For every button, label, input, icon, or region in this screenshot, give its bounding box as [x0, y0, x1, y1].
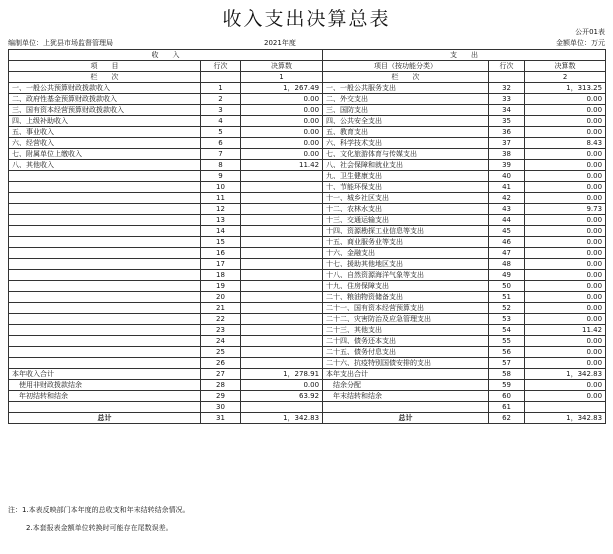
table-row	[9, 369, 606, 380]
expense-row-no: 49	[489, 270, 525, 281]
expense-col-blank	[489, 72, 525, 83]
table-row	[9, 314, 606, 325]
table-row	[9, 347, 606, 358]
expense-row-no: 41	[489, 182, 525, 193]
expense-amount: 9.73	[525, 204, 606, 215]
income-amount	[241, 358, 323, 369]
expense-amount: 1，313.25	[525, 83, 606, 94]
income-amount	[241, 215, 323, 226]
expense-total-label: 总计	[323, 413, 489, 424]
income-amount	[241, 314, 323, 325]
income-row-no: 11	[201, 193, 241, 204]
expense-row-no: 54	[489, 325, 525, 336]
table-row	[9, 336, 606, 347]
expense-amount: 0.00	[525, 248, 606, 259]
table-row	[9, 215, 606, 226]
income-item: 一、一般公共预算财政拨款收入	[9, 83, 201, 94]
expense-item: 十二、农林水支出	[323, 204, 489, 215]
income-row-no: 13	[201, 215, 241, 226]
income-item: 年初结转和结余	[9, 391, 201, 402]
expense-total-row-no: 62	[489, 413, 525, 424]
expense-row-no: 56	[489, 347, 525, 358]
expense-row-no: 59	[489, 380, 525, 391]
income-row-no: 21	[201, 303, 241, 314]
expense-rowno-header: 行次	[489, 61, 525, 72]
expense-row-no: 32	[489, 83, 525, 94]
table-row	[9, 204, 606, 215]
expense-amount: 0.00	[525, 116, 606, 127]
expense-amount: 8.43	[525, 138, 606, 149]
table-row	[9, 303, 606, 314]
income-item	[9, 314, 201, 325]
expense-amount: 0.00	[525, 193, 606, 204]
expense-amount: 0.00	[525, 314, 606, 325]
income-row-no: 24	[201, 336, 241, 347]
income-amount: 0.00	[241, 138, 323, 149]
income-item	[9, 226, 201, 237]
expense-row-no: 47	[489, 248, 525, 259]
expense-item: 十五、商业服务业等支出	[323, 237, 489, 248]
expense-amount: 0.00	[525, 347, 606, 358]
income-amount: 0.00	[241, 105, 323, 116]
notes	[8, 503, 605, 535]
expense-row-no: 44	[489, 215, 525, 226]
table-row	[9, 138, 606, 149]
income-row-no: 26	[201, 358, 241, 369]
report-meta	[8, 38, 605, 48]
expense-row-no: 52	[489, 303, 525, 314]
expense-item: 二十、粮油物资储备支出	[323, 292, 489, 303]
expense-item: 二十一、国有资本经营预算支出	[323, 303, 489, 314]
income-row-no: 19	[201, 281, 241, 292]
expense-row-no: 39	[489, 160, 525, 171]
expense-item: 年末结转和结余	[323, 391, 489, 402]
expense-amount: 0.00	[525, 171, 606, 182]
income-amount	[241, 182, 323, 193]
reporting-unit: 编制单位：上犹县市场监督管理局	[8, 39, 113, 47]
income-row-no: 25	[201, 347, 241, 358]
table-row	[9, 127, 606, 138]
expense-row-no: 33	[489, 94, 525, 105]
income-item: 八、其他收入	[9, 160, 201, 171]
income-amount: 0.00	[241, 94, 323, 105]
table-row	[9, 292, 606, 303]
expense-amount: 0.00	[525, 259, 606, 270]
income-item	[9, 182, 201, 193]
income-row-no: 17	[201, 259, 241, 270]
expense-amount: 0.00	[525, 182, 606, 193]
income-row-no: 4	[201, 116, 241, 127]
table-row	[9, 83, 606, 94]
expense-item: 本年支出合计	[323, 369, 489, 380]
expense-item: 二十四、债务还本支出	[323, 336, 489, 347]
expense-item: 四、公共安全支出	[323, 116, 489, 127]
expense-item: 六、科学技术支出	[323, 138, 489, 149]
expense-amount: 0.00	[525, 160, 606, 171]
expense-row-no: 46	[489, 237, 525, 248]
header-row-columns	[9, 61, 606, 72]
expense-item-header: 项目（按功能分类）	[323, 61, 489, 72]
income-amount	[241, 259, 323, 270]
expense-item: 十九、住房保障支出	[323, 281, 489, 292]
expense-amount: 0.00	[525, 127, 606, 138]
expense-item: 九、卫生健康支出	[323, 171, 489, 182]
expense-amount: 0.00	[525, 237, 606, 248]
income-amount: 0.00	[241, 127, 323, 138]
income-amount	[241, 281, 323, 292]
income-item: 五、事业收入	[9, 127, 201, 138]
expense-col-label: 栏 次	[323, 72, 489, 83]
income-rowno-header: 行次	[201, 61, 241, 72]
income-row-no: 29	[201, 391, 241, 402]
income-item	[9, 292, 201, 303]
income-item	[9, 358, 201, 369]
income-amount-header: 决算数	[241, 61, 323, 72]
header-row-sections	[9, 50, 606, 61]
expense-item: 三、国防支出	[323, 105, 489, 116]
table-row	[9, 391, 606, 402]
income-item	[9, 171, 201, 182]
expense-row-no: 57	[489, 358, 525, 369]
expense-row-no: 61	[489, 402, 525, 413]
income-item	[9, 248, 201, 259]
expense-item: 二十二、灾害防治及应急管理支出	[323, 314, 489, 325]
table-row	[9, 182, 606, 193]
income-row-no: 3	[201, 105, 241, 116]
expense-amount: 0.00	[525, 380, 606, 391]
income-amount: 0.00	[241, 380, 323, 391]
income-amount: 1，278.91	[241, 369, 323, 380]
income-item	[9, 204, 201, 215]
income-item	[9, 215, 201, 226]
income-amount	[241, 336, 323, 347]
expense-row-no: 36	[489, 127, 525, 138]
fiscal-year: 2021年度	[264, 39, 296, 47]
expense-row-no: 45	[489, 226, 525, 237]
expense-amount: 0.00	[525, 149, 606, 160]
expense-amount: 0.00	[525, 292, 606, 303]
table-row	[9, 94, 606, 105]
note-2: 2.本套报表金额单位转换时可能存在尾数误差。	[26, 524, 173, 532]
income-item: 二、政府性基金预算财政拨款收入	[9, 94, 201, 105]
income-item	[9, 193, 201, 204]
total-row	[9, 413, 606, 424]
income-col-index: 1	[241, 72, 323, 83]
income-item	[9, 347, 201, 358]
income-row-no: 9	[201, 171, 241, 182]
income-header: 收 入	[9, 50, 323, 61]
income-row-no: 8	[201, 160, 241, 171]
income-row-no: 28	[201, 380, 241, 391]
form-number: 公开01表	[575, 28, 605, 36]
income-item	[9, 303, 201, 314]
income-amount	[241, 237, 323, 248]
income-amount	[241, 248, 323, 259]
budget-table	[8, 49, 606, 424]
income-row-no: 5	[201, 127, 241, 138]
income-item	[9, 325, 201, 336]
table-row	[9, 116, 606, 127]
expense-row-no: 43	[489, 204, 525, 215]
income-item: 七、附属单位上缴收入	[9, 149, 201, 160]
income-amount	[241, 226, 323, 237]
expense-amount: 0.00	[525, 105, 606, 116]
expense-item: 结余分配	[323, 380, 489, 391]
income-row-no: 15	[201, 237, 241, 248]
income-row-no: 6	[201, 138, 241, 149]
income-row-no: 14	[201, 226, 241, 237]
expense-row-no: 42	[489, 193, 525, 204]
table-row	[9, 281, 606, 292]
expense-item: 十四、资源勘探工业信息等支出	[323, 226, 489, 237]
expense-row-no: 38	[489, 149, 525, 160]
income-row-no: 1	[201, 83, 241, 94]
expense-item: 二十三、其他支出	[323, 325, 489, 336]
expense-amount: 0.00	[525, 358, 606, 369]
expense-row-no: 37	[489, 138, 525, 149]
income-item: 本年收入合计	[9, 369, 201, 380]
expense-row-no: 60	[489, 391, 525, 402]
income-item	[9, 336, 201, 347]
income-amount	[241, 347, 323, 358]
expense-amount: 0.00	[525, 281, 606, 292]
income-row-no: 23	[201, 325, 241, 336]
expense-item: 二十六、抗疫特别国债安排的支出	[323, 358, 489, 369]
expense-amount: 0.00	[525, 303, 606, 314]
expense-row-no: 35	[489, 116, 525, 127]
income-item: 三、国有资本经营预算财政拨款收入	[9, 105, 201, 116]
expense-row-no: 40	[489, 171, 525, 182]
expense-item: 一、一般公共服务支出	[323, 83, 489, 94]
income-row-no: 16	[201, 248, 241, 259]
income-total-amount: 1，342.83	[241, 413, 323, 424]
income-item: 六、经营收入	[9, 138, 201, 149]
expense-amount: 0.00	[525, 391, 606, 402]
expense-row-no: 34	[489, 105, 525, 116]
income-total-row-no: 31	[201, 413, 241, 424]
table-row	[9, 226, 606, 237]
income-item	[9, 402, 201, 413]
income-item-header: 项 目	[9, 61, 201, 72]
income-row-no: 18	[201, 270, 241, 281]
expense-amount: 0.00	[525, 270, 606, 281]
expense-row-no: 51	[489, 292, 525, 303]
expense-item: 二、外交支出	[323, 94, 489, 105]
income-row-no: 7	[201, 149, 241, 160]
expense-total-amount: 1，342.83	[525, 413, 606, 424]
income-amount	[241, 193, 323, 204]
income-col-blank	[201, 72, 241, 83]
income-row-no: 27	[201, 369, 241, 380]
income-item	[9, 270, 201, 281]
expense-amount: 0.00	[525, 336, 606, 347]
expense-row-no: 55	[489, 336, 525, 347]
table-row	[9, 149, 606, 160]
expense-row-no: 50	[489, 281, 525, 292]
table-row	[9, 380, 606, 391]
table-row	[9, 259, 606, 270]
table-row	[9, 237, 606, 248]
income-amount	[241, 171, 323, 182]
expense-item: 十、节能环保支出	[323, 182, 489, 193]
table-row	[9, 171, 606, 182]
expense-col-index: 2	[525, 72, 606, 83]
income-row-no: 22	[201, 314, 241, 325]
header-row-column-index	[9, 72, 606, 83]
income-item	[9, 259, 201, 270]
income-col-label: 栏 次	[9, 72, 201, 83]
expense-item: 十三、交通运输支出	[323, 215, 489, 226]
expense-row-no: 58	[489, 369, 525, 380]
table-row	[9, 160, 606, 171]
income-amount	[241, 402, 323, 413]
report-title: 收入支出决算总表	[222, 8, 391, 30]
income-row-no: 20	[201, 292, 241, 303]
expense-amount	[525, 402, 606, 413]
table-row	[9, 248, 606, 259]
table-row	[9, 402, 606, 413]
income-amount	[241, 292, 323, 303]
income-item	[9, 237, 201, 248]
money-unit: 金额单位：万元	[556, 39, 605, 47]
expense-row-no: 48	[489, 259, 525, 270]
income-amount: 0.00	[241, 149, 323, 160]
income-amount	[241, 325, 323, 336]
income-amount: 63.92	[241, 391, 323, 402]
expense-item: 七、文化旅游体育与传媒支出	[323, 149, 489, 160]
expense-item: 二十五、债务付息支出	[323, 347, 489, 358]
expense-amount: 0.00	[525, 226, 606, 237]
expense-item: 十七、援助其他地区支出	[323, 259, 489, 270]
expense-item: 十六、金融支出	[323, 248, 489, 259]
income-amount	[241, 204, 323, 215]
table-row	[9, 270, 606, 281]
income-item: 使用非财政拨款结余	[9, 380, 201, 391]
expense-amount: 0.00	[525, 215, 606, 226]
income-amount: 0.00	[241, 116, 323, 127]
expense-header: 支 出	[323, 50, 606, 61]
income-row-no: 30	[201, 402, 241, 413]
income-total-label: 总计	[9, 413, 201, 424]
income-amount: 1，267.49	[241, 83, 323, 94]
expense-amount-header: 决算数	[525, 61, 606, 72]
income-item: 四、上级补助收入	[9, 116, 201, 127]
income-amount	[241, 303, 323, 314]
table-row	[9, 325, 606, 336]
expense-item: 五、教育支出	[323, 127, 489, 138]
note-1: 注：1.本表反映部门本年度的总收支和年末结转结余情况。	[8, 506, 190, 514]
table-row	[9, 193, 606, 204]
income-row-no: 10	[201, 182, 241, 193]
income-row-no: 2	[201, 94, 241, 105]
table-row	[9, 105, 606, 116]
expense-item: 十一、城乡社区支出	[323, 193, 489, 204]
expense-item: 十八、自然资源海洋气象等支出	[323, 270, 489, 281]
expense-item: 八、社会保障和就业支出	[323, 160, 489, 171]
expense-row-no: 53	[489, 314, 525, 325]
expense-amount: 1，342.83	[525, 369, 606, 380]
income-item	[9, 281, 201, 292]
expense-amount: 11.42	[525, 325, 606, 336]
expense-item	[323, 402, 489, 413]
income-amount: 11.42	[241, 160, 323, 171]
expense-amount: 0.00	[525, 94, 606, 105]
income-row-no: 12	[201, 204, 241, 215]
table-row	[9, 358, 606, 369]
income-amount	[241, 270, 323, 281]
